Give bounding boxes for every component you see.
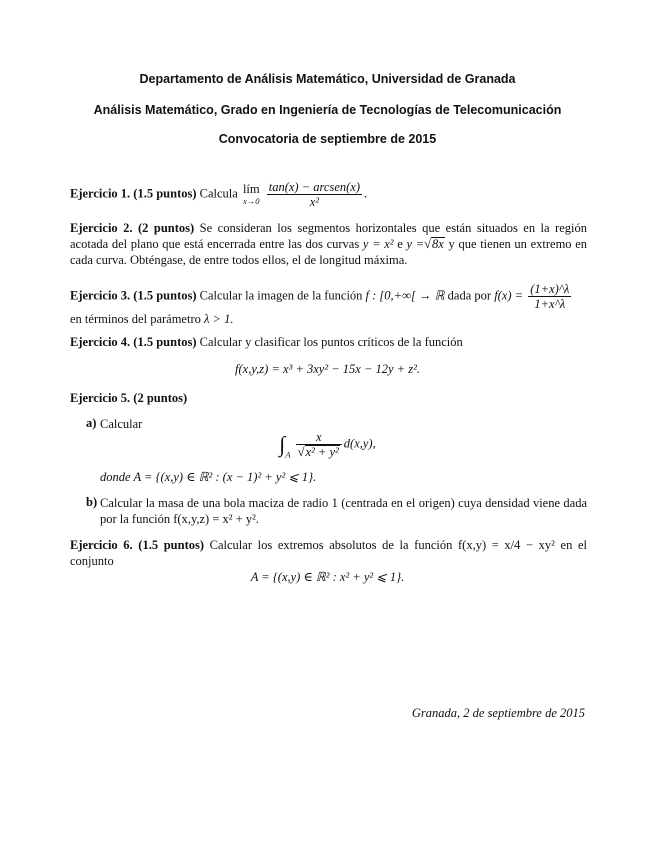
part-a-text: Calcular	[100, 417, 143, 431]
integral-sign: ∫	[279, 431, 286, 457]
fraction-numerator: x	[296, 430, 342, 445]
exercise-2-label: Ejercicio 2.	[70, 221, 133, 235]
radicand: x² + y²	[305, 445, 339, 459]
exercise-3	[70, 282, 587, 327]
exercise-4-label: Ejercicio 4.	[70, 335, 131, 349]
part-a-label: a)	[86, 416, 97, 430]
conjunction: e	[397, 237, 403, 251]
exercise-3-text-c: en términos del parámetro	[70, 312, 201, 326]
part-b-text: Calcular la masa de una bola maciza de radio 1 (centrada en el origen) cuya densidad viene dada por la función f(x,y,z) = x² + y².	[100, 496, 587, 526]
curve-2-radicand: 8x	[432, 237, 444, 251]
exercise-6	[70, 537, 587, 569]
fraction-numerator: (1+x)^λ	[530, 282, 570, 296]
exercise-4	[70, 334, 587, 350]
sqrt-sign: √	[424, 237, 432, 251]
exercise-3-text-b: dada por	[447, 288, 492, 303]
function-domain: f : [0,+∞[ → ℝ	[365, 288, 445, 303]
curve-1: y = x²	[362, 237, 394, 251]
exercise-5	[70, 390, 587, 406]
exercise-4-points: (1.5 puntos)	[133, 335, 197, 349]
integral-measure: d(x,y),	[343, 436, 376, 451]
exercise-6-set: A = {(x,y) ∈ ℝ² : x² + y² ⩽ 1}.	[250, 570, 405, 584]
lim-subscript: x→0	[243, 195, 260, 206]
function-lhs: f(x) =	[494, 288, 524, 303]
exercise-4-formula: f(x,y,z) = x³ + 3xy² − 15x − 12y + z².	[235, 362, 420, 376]
exercise-6-label: Ejercicio 6.	[70, 538, 133, 552]
header-course: Análisis Matemático, Grado en Ingeniería de Tecnologías de Telecomunicación	[93, 103, 562, 117]
exercise-3-fraction	[528, 282, 571, 311]
exercise-3-label: Ejercicio 3.	[70, 288, 131, 303]
part-b-label: b)	[86, 495, 98, 509]
parameter-condition: λ > 1.	[203, 312, 234, 326]
exercise-2-text-b: y que tienen un extremo en cada curva. Obténgase, de entre todos ellos, el de longitud máxima.	[70, 237, 588, 267]
exercise-1-fraction	[267, 180, 362, 209]
exercise-1-label: Ejercicio 1.	[70, 186, 131, 201]
exercise-2	[70, 220, 587, 268]
exercise-2-text-a: Se consideran los segmentos horizontales que están situados en la región acotada del plano que está encerrada entre las dos curvas	[70, 221, 587, 251]
part-a-region: donde A = {(x,y) ∈ ℝ² : (x − 1)² + y² ⩽ 1}.	[100, 470, 317, 484]
exercise-5-points: (2 puntos)	[133, 391, 188, 405]
header-session: Convocatoria de septiembre de 2015	[218, 132, 437, 146]
exercise-6-points: (1.5 puntos)	[138, 538, 205, 552]
limit-operator	[243, 183, 260, 207]
exercise-1-points: (1.5 puntos)	[133, 186, 197, 201]
exercise-4-text: Calcular y clasificar los puntos críticos de la función	[199, 335, 463, 349]
exercise-1-text: Calcula	[199, 186, 238, 201]
exercise-3-points: (1.5 puntos)	[133, 288, 197, 303]
curve-2-lhs: y =	[406, 237, 425, 251]
exercise-6-text: Calcular los extremos absolutos de la función f(x,y) = x/4 − xy² en el conjunto	[70, 538, 587, 568]
exercise-3-text-a: Calcular la imagen de la función	[199, 288, 363, 303]
integral-domain: A	[285, 449, 291, 460]
lim-word: lím	[242, 181, 260, 196]
exercise-5-label: Ejercicio 5.	[70, 391, 131, 405]
fraction-denominator: x²	[309, 195, 320, 209]
fraction-denominator: 1+x^λ	[534, 297, 566, 311]
part-a-integral	[0, 430, 655, 459]
fraction-denominator: √x² + y²	[297, 445, 339, 459]
header-department: Departamento de Análisis Matemático, Universidad de Granada	[139, 72, 516, 86]
fraction-numerator: tan(x) − arcsen(x)	[268, 180, 361, 194]
integrand-fraction	[296, 430, 342, 459]
exercise-2-points: (2 puntos)	[138, 221, 195, 235]
exercise-1: Ejercicio 1. (1.5 puntos) Calcula lím x→0 $\frac{\text{tan(x) − arcsen(x)}}{\text{x²}}$ .	[70, 180, 368, 209]
signature-date: Granada, 2 de septiembre de 2015	[411, 706, 585, 720]
